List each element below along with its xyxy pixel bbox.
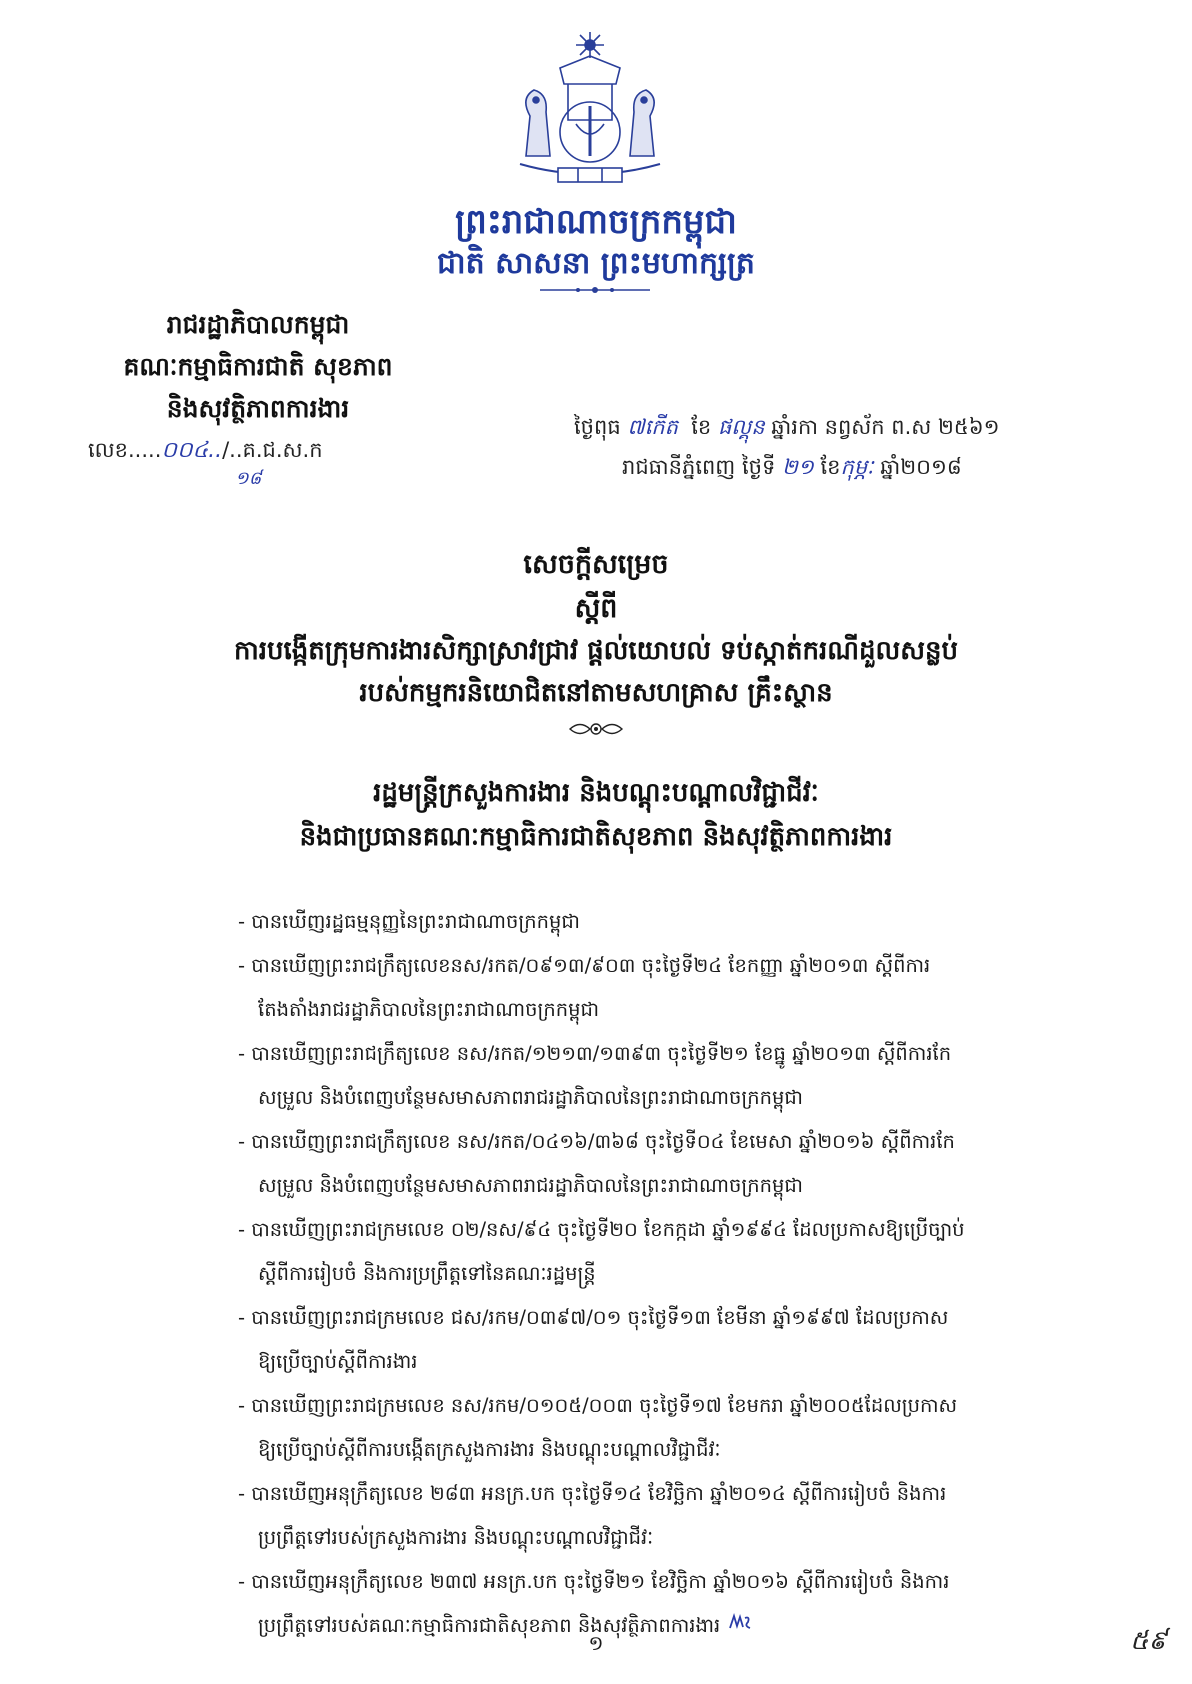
decision-subject-label: ស្ដីពី [574, 593, 618, 624]
item-line-cont: សម្រួល និងបំពេញបន្ថែមសមាសភាពរាជរដ្ឋាភិបាលនៃព្រះរាជាណាចក្រកម្ពុជា [258, 1174, 803, 1197]
lunar-month-label: ខែ [691, 415, 712, 439]
corner-handwritten-mark: ៥៩ [1130, 1626, 1167, 1656]
decision-title: សេចក្ដីសម្រេច [523, 549, 669, 580]
lunar-month: ផល្គុន [717, 415, 765, 439]
item-text: ប្រព្រឹត្តទៅរបស់គណៈកម្មាធិការជាតិសុខភាព និងសុវត្ថិភាពការងារ [258, 1614, 721, 1637]
list-item [238, 1296, 1128, 1384]
handwritten-initial-icon [728, 1612, 754, 1632]
item-line: - បានឃើញព្រះរាជក្រឹត្យលេខនស/រកត/០៩១៣/៩០៣ ចុះថ្ងៃទី២៤ ខែកញ្ញា ឆ្នាំ២០១៣ ស្ដីពីការ [238, 954, 931, 977]
page-number: ១ [588, 1631, 604, 1655]
decision-subject: ការបង្កើតក្រុមការងារសិក្សាស្រាវជ្រាវ ផ្ដល់យោបល់ ទប់ស្កាត់ករណីដួលសន្លប់ [233, 636, 959, 666]
item-line: - បានឃើញអនុក្រឹត្យលេខ ២៨៣ អនក្រ.បក ចុះថ្ងៃទី១៤ ខែវិច្ឆិកា ឆ្នាំ២០១៤ ស្ដីពីការរៀបចំ និងការ [238, 1482, 947, 1505]
ref-prefix: លេខ..... [88, 438, 162, 462]
decision-subject-cont: របស់កម្មករនិយោជិតនៅតាមសហគ្រាស គ្រឹះស្ថាន [359, 678, 833, 708]
item-line: - បានឃើញព្រះរាជក្រមលេខ ០២/នស/៩៤ ចុះថ្ងៃទី២០ ខែកក្កដា ឆ្នាំ១៩៩៤ ដែលប្រកាសឱ្យប្រើច្បាប់ [238, 1218, 965, 1241]
list-item [238, 944, 1128, 1032]
list-item [238, 900, 1128, 944]
item-line-cont: ស្ដីពីការរៀបចំ និងការប្រព្រឹត្តទៅនៃគណៈរដ្ឋមន្ត្រី [258, 1262, 596, 1285]
item-line-cont: ប្រព្រឹត្តទៅរបស់ក្រសួងការងារ និងបណ្ដុះបណ្ដាលវិជ្ជាជីវៈ [258, 1526, 654, 1549]
solar-month: កុម្ភៈ [840, 455, 874, 479]
solar-year: ឆ្នាំ២០១៨ [880, 455, 962, 479]
solar-month-label: ខែ [820, 455, 841, 479]
legal-basis-list [238, 900, 1128, 1648]
ref-suffix: /..គ.ជ.ស.ក [222, 438, 323, 462]
lunar-date [574, 414, 1000, 445]
item-line-cont: សម្រួល និងបំពេញបន្ថែមសមាសភាពរាជរដ្ឋាភិបាលនៃព្រះរាជាណាចក្រកម្ពុជា [258, 1086, 803, 1109]
item-line-cont: ឱ្យប្រើច្បាប់ស្ដីពីការងារ [258, 1350, 418, 1373]
item-line: - បានឃើញអនុក្រឹត្យលេខ ២៣៧ អនក្រ.បក ចុះថ្ងៃទី២១ ខែវិច្ឆិកា ឆ្នាំ២០១៦ ស្ដីពីការរៀបចំ និងការ [238, 1570, 950, 1593]
ornament-divider-icon [540, 284, 650, 296]
list-item [238, 1032, 1128, 1120]
solar-prefix: រាជធានីភ្នំពេញ ថ្ងៃទី [622, 455, 776, 479]
reference-number [88, 436, 323, 468]
national-motto: ជាតិ សាសនា ព្រះមហាក្សត្រ [437, 246, 755, 281]
ref-handwritten: ០០៤.. [161, 438, 223, 463]
lunar-day: ៧កើត [627, 415, 678, 439]
royal-emblem-icon [490, 28, 690, 198]
solar-day: ២១ [782, 455, 814, 479]
committee-name: គណៈកម្មាធិការជាតិ សុខភាព [123, 352, 393, 381]
item-line-cont: ឱ្យប្រើច្បាប់ស្ដីពីការបង្កើតក្រសួងការងារ និងបណ្ដុះបណ្ដាលវិជ្ជាជីវៈ [258, 1438, 721, 1461]
list-item [238, 1120, 1128, 1208]
lunar-prefix: ថ្ងៃពុធ [574, 415, 621, 439]
minister-title-cont: និងជាប្រធានគណៈកម្មាធិការជាតិសុខភាព និងសុវត្ថិភាពការងារ [299, 822, 893, 852]
section-ornament-icon [566, 720, 626, 738]
lunar-year: ឆ្នាំរកា នព្វស័ក ព.ស ២៥៦១ [771, 415, 1000, 439]
item-line: - បានឃើញរដ្ឋធម្មនុញ្ញនៃព្រះរាជាណាចក្រកម្ពុជា [238, 910, 580, 933]
kingdom-name: ព្រះរាជាណាចក្រកម្ពុជា [455, 202, 737, 242]
government-name: រាជរដ្ឋាភិបាលកម្ពុជា [166, 310, 350, 339]
list-item [238, 1472, 1128, 1560]
minister-title: រដ្ឋមន្ត្រីក្រសួងការងារ និងបណ្ដុះបណ្ដាលវិជ្ជាជីវៈ [373, 778, 819, 808]
item-line: - បានឃើញព្រះរាជក្រឹត្យលេខ នស/រកត/១២១៣/១៣៩៣ ចុះថ្ងៃទី២១ ខែធ្នូ ឆ្នាំ២០១៣ ស្ដីពីការកែ [238, 1042, 952, 1065]
solar-date [622, 454, 962, 485]
item-line-cont: តែងតាំងរាជរដ្ឋាភិបាលនៃព្រះរាជាណាចក្រកម្ពុជា [258, 998, 600, 1021]
ref-sub-handwritten: ១៨ [235, 468, 262, 489]
item-line: - បានឃើញព្រះរាជក្រមលេខ នស/រកម/០១០៥/០០៣ ចុះថ្ងៃទី១៧ ខែមករា ឆ្នាំ២០០៥ដែលប្រកាស [238, 1394, 958, 1417]
list-item [238, 1208, 1128, 1296]
committee-name-cont: និងសុវត្ថិភាពការងារ [166, 394, 350, 423]
item-line: - បានឃើញព្រះរាជក្រឹត្យលេខ នស/រកត/០៤១៦/៣៦៨ ចុះថ្ងៃទី០៤ ខែមេសា ឆ្នាំ២០១៦ ស្ដីពីការកែ [238, 1130, 955, 1153]
list-item [238, 1384, 1128, 1472]
item-line: - បានឃើញព្រះរាជក្រមលេខ ជស/រកម/០៣៩៧/០១ ចុះថ្ងៃទី១៣ ខែមីនា ឆ្នាំ១៩៩៧ ដែលប្រកាស [238, 1306, 949, 1329]
